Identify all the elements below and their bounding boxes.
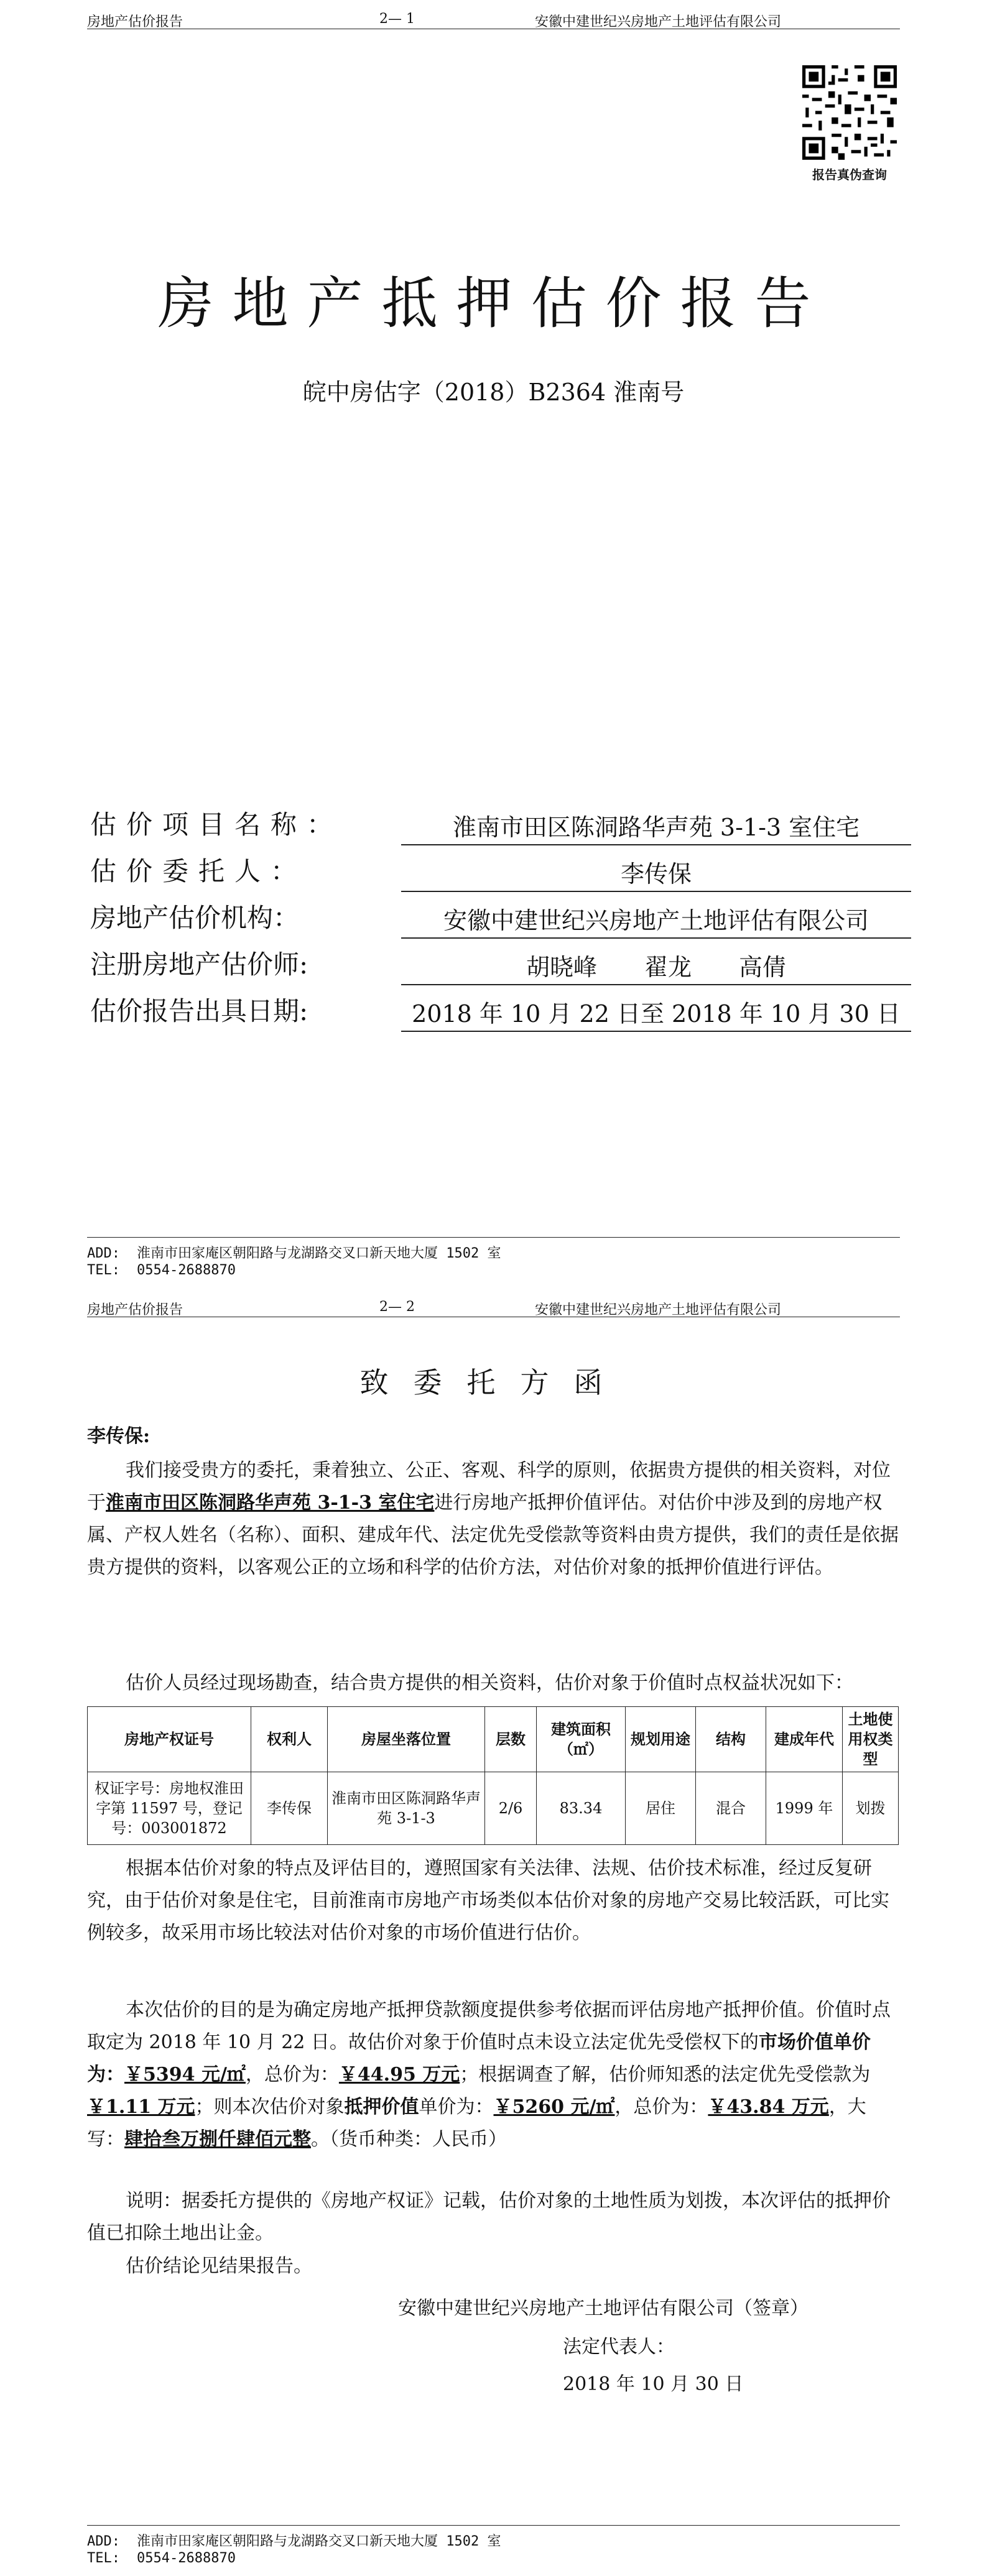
header-report-type: 房地产估价报告	[87, 14, 183, 30]
text-span: 我们接受贵方的委托，秉着独立、公正、客观、科学的原则，依据贵方提供的相关资料，对位于	[87, 1460, 891, 1514]
report-title: 房地产抵押估价报告	[157, 271, 830, 336]
priority-claim: ￥1.11 万元	[87, 2096, 195, 2118]
letter-paragraph-2: 估价人员经过现场勘查，结合贵方提供的相关资料，估价对象于价值时点权益状况如下：	[126, 1672, 853, 1694]
table-header: 房地产权证号	[88, 1707, 251, 1772]
table-header: 权利人	[251, 1707, 328, 1772]
page-footer	[87, 1237, 900, 1282]
info-label: 估价委托人：	[90, 856, 307, 886]
info-row-client	[90, 855, 911, 892]
table-header: 结构	[696, 1707, 766, 1772]
mortgage-total-price: ￥43.84 万元	[708, 2096, 829, 2118]
table-cell: 权证字号：房地权淮田字第 11597 号，登记号：003001872	[88, 1772, 251, 1845]
table-cell: 2/6	[485, 1772, 537, 1845]
market-total-price: ￥44.95 万元	[338, 2064, 460, 2086]
text-span: 进行房地产抵押价值评估。对估价中涉及到的房地产权属、产权人姓名（名称）、面积、建成年代、法定优先受偿款等资料由贵方提供，我们的责任是依据贵方提供的资料，以客观公正的立场和科学的估价方法，对估价对象的抵押价值进行评估。	[87, 1492, 899, 1578]
info-label: 注册房地产估价师:	[90, 949, 308, 980]
page-footer	[87, 2525, 900, 2570]
header-company: 安徽中建世纪兴房地产土地评估有限公司	[535, 14, 782, 30]
text-span: ；则本次估价对象	[195, 2096, 345, 2118]
report-number: 皖中房估字（2018）B2364 淮南号	[302, 379, 685, 406]
text-span: 单价为：	[419, 2096, 494, 2118]
mortgage-unit-price: ￥5260 元/㎡	[493, 2096, 615, 2118]
table-cell: 1999 年	[766, 1772, 843, 1845]
table-row	[88, 1772, 899, 1845]
info-row-date	[90, 995, 911, 1032]
table-header: 建成年代	[766, 1707, 843, 1772]
text-span: 单价为：	[87, 2031, 871, 2086]
footer-tel-label: TEL:	[87, 1263, 120, 1278]
qr-code-icon[interactable]	[802, 65, 897, 160]
text-span: ，总价为：	[614, 2096, 708, 2118]
signature-company: 安徽中建世纪兴房地产土地评估有限公司（签章）	[398, 2298, 809, 2319]
table-cell: 淮南市田区陈洞路华声苑 3-1-3	[328, 1772, 485, 1845]
info-row-project	[90, 808, 911, 845]
info-value: 安徽中建世纪兴房地产土地评估有限公司	[401, 904, 911, 939]
header-page-number: 2— 2	[379, 1299, 415, 1315]
info-row-agency	[90, 901, 911, 939]
info-label: 估价报告出具日期:	[90, 996, 308, 1026]
amount-in-words: 肆拾叁万捌仟肆佰元整	[124, 2128, 311, 2150]
text-span: ；根据调查了解，估价师知悉的法定优先受偿款为	[460, 2064, 871, 2086]
letter-salutation: 李传保:	[87, 1425, 151, 1447]
table-header: 规划用途	[626, 1707, 696, 1772]
mortgage-value-label: 抵押价值	[344, 2096, 419, 2118]
info-label: 房地产估价机构：	[90, 903, 300, 933]
qr-caption: 报告真伪查询	[812, 167, 887, 182]
header-report-type: 房地产估价报告	[87, 1302, 183, 1318]
rights-table	[87, 1706, 899, 1845]
table-cell: 83.34	[537, 1772, 626, 1845]
property-address: 淮南市田区陈洞路华声苑 3-1-3 室住宅	[106, 1492, 435, 1514]
letter-paragraph-3: 根据本估价对象的特点及评估目的，遵照国家有关法律、法规、估价技术标准，经过反复研究，由于估价对象是住宅，目前淮南市房地产市场类似本估价对象的房地产交易比较活跃，可比实例较多，故采用市场比较法对估价对象的市场价值进行估价。	[87, 1857, 889, 1944]
header-company: 安徽中建世纪兴房地产土地评估有限公司	[535, 1302, 782, 1318]
table-header: 房屋坐落位置	[328, 1707, 485, 1772]
table-header: 层数	[485, 1707, 537, 1772]
page-header	[87, 7, 900, 29]
footer-tel-label: TEL:	[87, 2551, 120, 2566]
info-value: 淮南市田区陈洞路华声苑 3-1-3 室住宅	[401, 811, 911, 845]
header-page-number: 2— 1	[379, 11, 415, 27]
letter-paragraph-6: 估价结论见结果报告。	[126, 2255, 312, 2277]
info-value: 李传保	[401, 857, 911, 892]
market-unit-price: ￥5394 元/㎡	[124, 2064, 246, 2086]
info-label: 估价项目名称：	[90, 809, 343, 840]
text-span: 本次估价的目的是为确定房地产抵押贷款额度提供参考依据而评估房地产抵押价值。价值时点取定为 2018 年 10 月 22 日。故估价对象于价值时点未设立法定优先受偿权下的	[87, 1999, 891, 2053]
text-span: 。（货币种类：人民币）	[311, 2128, 507, 2150]
text-span: ，大写：	[87, 2096, 866, 2150]
info-row-appraisers	[90, 948, 911, 985]
info-value: 胡晓峰 翟龙 高倩	[401, 950, 911, 985]
text-span: ，总价为：	[245, 2064, 339, 2086]
table-header-row	[88, 1707, 899, 1772]
letter-title: 致委托方函	[359, 1366, 628, 1399]
table-cell: 划拨	[843, 1772, 899, 1845]
table-cell: 李传保	[251, 1772, 328, 1845]
market-value-label: 市场价值	[758, 2031, 833, 2053]
footer-add-label: ADD:	[87, 2534, 120, 2549]
footer-address: 淮南市田家庵区朝阳路与龙湖路交叉口新天地大厦 1502 室	[137, 1246, 501, 1261]
page-header	[87, 1295, 900, 1317]
footer-tel: 0554-2688870	[137, 1263, 236, 1278]
footer-add-label: ADD:	[87, 1246, 120, 1261]
letter-paragraph-1	[87, 1455, 899, 1584]
signature-date: 2018 年 10 月 30 日	[563, 2373, 744, 2395]
footer-address: 淮南市田家庵区朝阳路与龙湖路交叉口新天地大厦 1502 室	[137, 2534, 501, 2549]
table-cell: 居住	[626, 1772, 696, 1845]
letter-paragraph-5: 说明：据委托方提供的《房地产权证》记载，估价对象的土地性质为划拨，本次评估的抵押价值已扣除土地出让金。	[87, 2190, 891, 2244]
signature-representative: 法定代表人：	[563, 2336, 675, 2358]
info-value: 2018 年 10 月 22 日至 2018 年 10 月 30 日	[401, 997, 911, 1032]
footer-tel: 0554-2688870	[137, 2551, 236, 2566]
table-header: 土地使用权类型	[843, 1707, 899, 1772]
table-cell: 混合	[696, 1772, 766, 1845]
letter-paragraph-4	[87, 1994, 899, 2156]
table-header: 建筑面积（㎡）	[537, 1707, 626, 1772]
